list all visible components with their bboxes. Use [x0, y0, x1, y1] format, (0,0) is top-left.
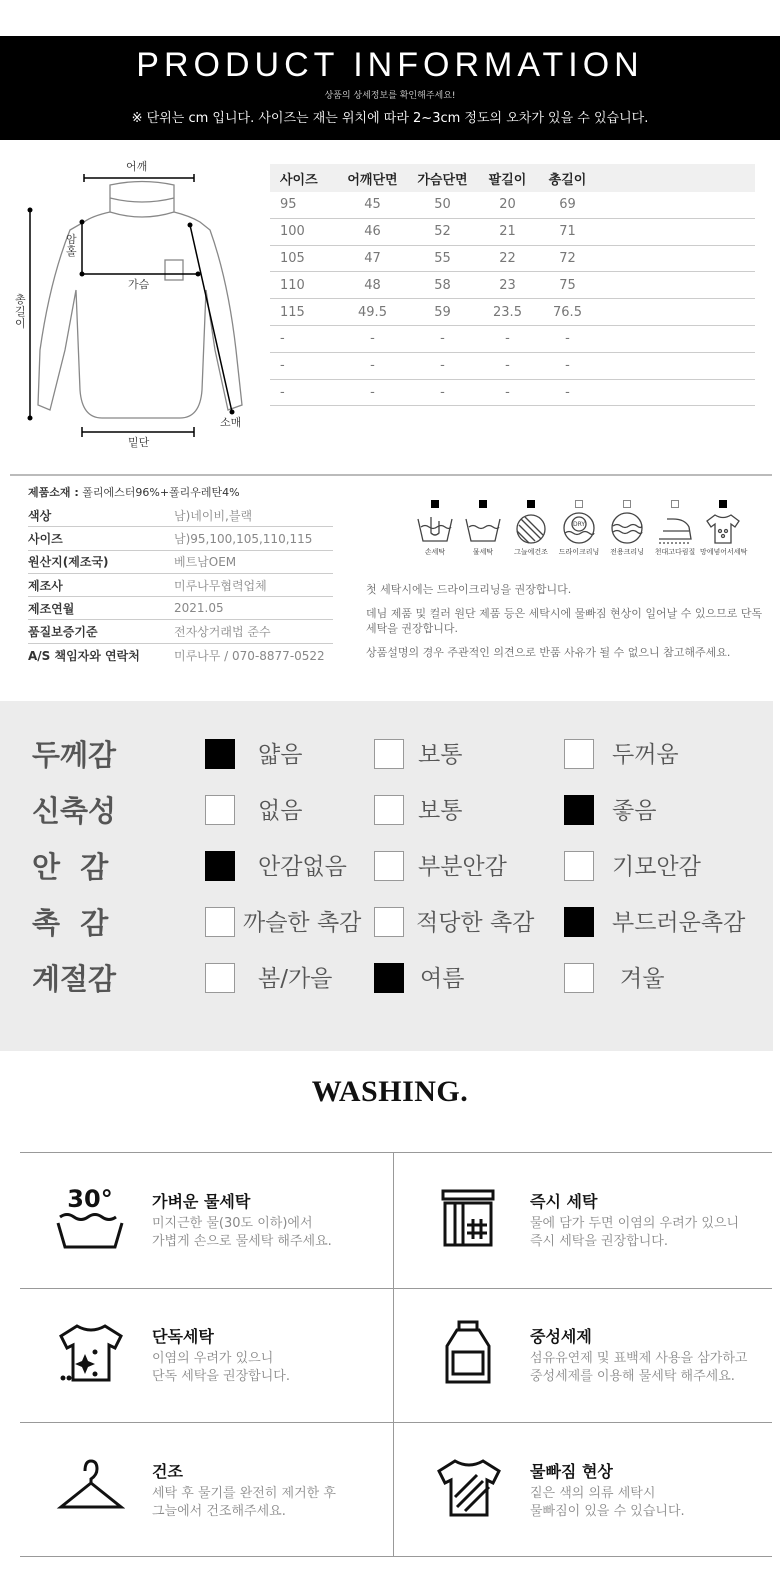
feel-checkbox — [564, 739, 594, 769]
feel-checkbox — [374, 795, 404, 825]
feel-option: 여름 — [420, 966, 465, 992]
care-label: 그늘에건조 — [514, 548, 548, 556]
cell: 59 — [434, 304, 451, 320]
cell: 76.5 — [553, 304, 582, 320]
cell: 46 — [364, 224, 381, 240]
washing-item — [20, 1288, 380, 1422]
cell: 50 — [434, 197, 451, 213]
laundry-basket-icon — [433, 1183, 503, 1253]
feel-option: 봄/가을 — [258, 966, 333, 992]
svg-text:DRY: DRY — [572, 521, 586, 528]
feel-option: 안감없음 — [258, 854, 347, 880]
material-label: 제품소재 : — [28, 486, 79, 499]
care-check-mark — [527, 500, 535, 508]
cell: 20 — [499, 197, 516, 213]
cell: - — [280, 384, 285, 400]
spec-key: 사이즈 — [28, 531, 63, 546]
section-divider — [10, 474, 772, 476]
col-sleeve: 팔길이 — [488, 172, 527, 188]
care-icons — [412, 500, 757, 570]
spec-row — [28, 574, 333, 597]
washing-item-desc: 물에 담가 두면 이염의 우려가 있으니 즉시 세탁을 권장합니다. — [530, 1216, 740, 1249]
washing-item — [20, 1153, 380, 1287]
feel-checkbox — [205, 795, 235, 825]
table-row — [270, 299, 755, 326]
table-row — [270, 272, 755, 299]
feel-name: 안 감 — [32, 850, 109, 884]
spec-row — [28, 504, 333, 527]
table-row — [270, 192, 755, 219]
care-label: 전용크리닝 — [610, 548, 644, 556]
spec-key: 원산지(제조국) — [28, 555, 109, 570]
feel-option: 없음 — [258, 798, 303, 824]
sweater-outline-icon — [10, 150, 260, 455]
diagram-label-shoulder: 어깨 — [126, 160, 148, 173]
feel-option: 기모안감 — [612, 854, 701, 880]
washing-title: WASHING. — [311, 1075, 469, 1108]
care-label: 물세탁 — [472, 548, 494, 556]
feel-checkbox — [374, 907, 404, 937]
table-row — [270, 219, 755, 246]
feel-checkbox — [374, 963, 404, 993]
spec-key: 제조사 — [28, 578, 63, 593]
spec-row — [28, 620, 333, 643]
washing-item-desc: 섬유유연제 및 표백제 사용을 삼가하고 중성세제를 이용해 물세탁 해주세요. — [530, 1351, 748, 1384]
cell: - — [370, 358, 375, 374]
washing-item-desc: 짙은 색의 의류 세탁시 물빠짐이 있을 수 있습니다. — [530, 1486, 685, 1519]
washing-item — [398, 1288, 758, 1422]
washing-item — [398, 1423, 758, 1557]
cell: 58 — [434, 277, 451, 293]
col-length: 총길이 — [548, 172, 587, 188]
table-row — [270, 353, 755, 380]
care-item-shade-dry — [508, 500, 554, 557]
spec-value: 미루나무협력업체 — [174, 578, 267, 593]
care-item-hand-wash — [412, 500, 458, 557]
washing-item-title: 단독세탁 — [152, 1327, 214, 1346]
diagram-label-sleeve: 소매 — [220, 416, 242, 429]
product-specs — [28, 484, 333, 667]
washing-grid — [20, 1152, 772, 1557]
cell: - — [505, 331, 510, 347]
washing-item-title: 중성세제 — [530, 1327, 592, 1346]
spec-value: 남)네이비,블랙 — [174, 508, 253, 523]
cell: 95 — [280, 197, 297, 213]
washing-item-title: 물빠짐 현상 — [530, 1462, 613, 1481]
care-item-special-clean — [604, 500, 650, 557]
fabric-feel-section — [0, 701, 773, 1051]
cell: 49.5 — [358, 304, 387, 320]
col-size: 사이즈 — [280, 172, 318, 188]
detergent-bottle-icon — [433, 1318, 503, 1388]
product-info-header — [0, 36, 780, 140]
grid-divider — [393, 1153, 394, 1556]
iron-icon — [655, 511, 695, 545]
washing-item-title: 건조 — [152, 1462, 183, 1481]
table-row — [270, 380, 755, 407]
feel-checkbox — [205, 907, 235, 937]
care-item-iron — [652, 500, 698, 557]
cell: 47 — [364, 250, 381, 266]
cell: 110 — [280, 277, 305, 293]
material-line — [28, 484, 333, 504]
spec-row — [28, 644, 333, 667]
spec-value: 미루나무 / 070-8877-0522 — [174, 648, 325, 663]
feel-checkbox — [205, 963, 235, 993]
net-wash-icon — [703, 511, 743, 545]
feel-row-stretch — [0, 789, 773, 829]
cell: 23.5 — [493, 304, 522, 320]
feel-checkbox — [564, 907, 594, 937]
feel-name: 두께감 — [32, 738, 117, 772]
cell: 72 — [559, 250, 576, 266]
spec-value: 전자상거래법 준수 — [174, 625, 271, 640]
cell: - — [505, 358, 510, 374]
cell: - — [280, 331, 285, 347]
water-temp-text: 30° — [67, 1185, 113, 1213]
garment-diagram — [10, 150, 260, 455]
cell: 45 — [364, 197, 381, 213]
cell: - — [440, 358, 445, 374]
cell: 115 — [280, 304, 305, 320]
spec-value: 남)95,100,105,110,115 — [174, 531, 313, 546]
washing-item-desc: 미지근한 물(30도 이하)에서 가볍게 손으로 물세탁 해주세요. — [152, 1216, 332, 1249]
cell: 71 — [559, 224, 576, 240]
header-subtitle: 상품의 상세정보를 확인해주세요! — [324, 91, 456, 101]
feel-checkbox — [374, 851, 404, 881]
cell: - — [440, 331, 445, 347]
feel-option: 좋음 — [612, 798, 657, 824]
size-table-header — [270, 164, 755, 192]
spec-key: 품질보증기준 — [28, 625, 98, 640]
feel-option: 보통 — [418, 798, 463, 824]
table-row — [270, 326, 755, 353]
washing-item-desc: 이염의 우려가 있으니 단독 세탁을 권장합니다. — [152, 1351, 290, 1384]
cell: - — [565, 331, 570, 347]
water-30-icon — [55, 1183, 125, 1253]
feel-name: 촉 감 — [32, 906, 109, 940]
dry-clean-icon — [559, 511, 599, 545]
cell: 48 — [364, 277, 381, 293]
care-note: 상품설명의 경우 주관적인 의견으로 반품 사유가 될 수 없으니 참고해주세요. — [366, 646, 731, 659]
washing-item-title: 가벼운 물세탁 — [152, 1192, 251, 1211]
size-table — [270, 164, 755, 406]
cell: - — [370, 331, 375, 347]
cell: - — [440, 384, 445, 400]
col-chest: 가슴단면 — [417, 172, 468, 188]
feel-name: 계절감 — [32, 962, 117, 996]
machine-wash-icon — [463, 511, 503, 545]
cell: - — [370, 384, 375, 400]
feel-option: 겨울 — [620, 966, 665, 992]
special-clean-icon — [607, 511, 647, 545]
feel-checkbox — [205, 851, 235, 881]
care-label: 천대고다림질 — [654, 548, 696, 556]
feel-checkbox — [374, 739, 404, 769]
cell: 55 — [434, 250, 451, 266]
feel-checkbox — [564, 851, 594, 881]
feel-checkbox — [564, 963, 594, 993]
care-label: 드라이크리닝 — [558, 548, 600, 556]
care-item-dry-clean — [556, 500, 602, 557]
feel-option: 적당한 촉감 — [416, 910, 535, 936]
care-check-mark — [623, 500, 631, 508]
feel-option: 얇음 — [258, 742, 303, 768]
care-check-mark — [479, 500, 487, 508]
care-check-mark — [719, 500, 727, 508]
care-label: 손세탁 — [424, 548, 446, 556]
table-row — [270, 246, 755, 273]
care-check-mark — [431, 500, 439, 508]
washing-item — [20, 1423, 380, 1557]
washing-item — [398, 1153, 758, 1287]
cell: 21 — [499, 224, 516, 240]
care-item-machine-wash — [460, 500, 506, 557]
hanger-icon — [55, 1453, 125, 1523]
diagram-label-armhole: 암홀 — [66, 233, 77, 258]
feel-name: 신축성 — [32, 794, 117, 828]
feel-option: 부분안감 — [418, 854, 507, 880]
spec-row — [28, 597, 333, 620]
spec-value: 2021.05 — [174, 601, 224, 616]
feel-option: 두꺼움 — [612, 742, 679, 768]
cell: - — [565, 358, 570, 374]
spec-key: 제조연월 — [28, 601, 75, 616]
feel-option: 보통 — [418, 742, 463, 768]
feel-option: 까슬한 촉감 — [243, 910, 362, 936]
cell: - — [280, 358, 285, 374]
cell: 100 — [280, 224, 305, 240]
care-note: 데님 제품 및 컬러 원단 제품 등은 세탁시에 물빠짐 현상이 일어날 수 있으므로 단독 세탁을 권장합니다. — [366, 607, 763, 635]
spec-value: 베트남OEM — [174, 555, 237, 570]
feel-row-texture — [0, 901, 773, 941]
cell: - — [505, 384, 510, 400]
feel-row-thickness — [0, 733, 773, 773]
hand-wash-icon — [415, 511, 455, 545]
cell: - — [565, 384, 570, 400]
washing-item-title: 즉시 세탁 — [530, 1192, 598, 1211]
feel-option: 부드러운촉감 — [612, 910, 746, 936]
spec-key: 색상 — [28, 508, 52, 523]
spec-row — [28, 551, 333, 574]
feel-checkbox — [564, 795, 594, 825]
col-shoulder: 어깨단면 — [347, 172, 398, 188]
spec-key: A/S 책임자와 연락처 — [28, 648, 140, 663]
diagram-label-length: 총길이 — [15, 293, 26, 330]
diagram-label-chest: 가슴 — [128, 278, 150, 291]
tshirt-sparkle-icon — [55, 1318, 125, 1388]
cell: 75 — [559, 277, 576, 293]
care-check-mark — [575, 500, 583, 508]
washing-item-desc: 세탁 후 물기를 완전히 제거한 후 그늘에서 건조해주세요. — [152, 1486, 336, 1519]
header-title: PRODUCT INFORMATION — [136, 46, 644, 84]
cell: 52 — [434, 224, 451, 240]
material-value: 폴리에스터96%+폴리우레탄4% — [82, 486, 240, 499]
cell: 105 — [280, 250, 305, 266]
feel-row-season — [0, 957, 773, 997]
care-note: 첫 세탁시에는 드라이크리닝을 권장합니다. — [366, 583, 572, 596]
diagram-label-hem: 밑단 — [128, 436, 150, 449]
feel-row-lining — [0, 845, 773, 885]
cell: 23 — [499, 277, 516, 293]
care-item-net-wash — [700, 500, 746, 557]
care-check-mark — [671, 500, 679, 508]
shade-dry-icon — [511, 511, 551, 545]
header-note: ※ 단위는 cm 입니다. 사이즈는 재는 위치에 따라 2~3cm 정도의 오차가 있을 수 있습니다. — [131, 111, 649, 126]
cell: 69 — [559, 197, 576, 213]
care-label: 망에넣어서세탁 — [700, 548, 748, 556]
cell: 22 — [499, 250, 516, 266]
feel-checkbox — [205, 739, 235, 769]
color-bleed-shirt-icon — [433, 1453, 503, 1523]
care-notes — [366, 582, 766, 669]
spec-row — [28, 527, 333, 550]
